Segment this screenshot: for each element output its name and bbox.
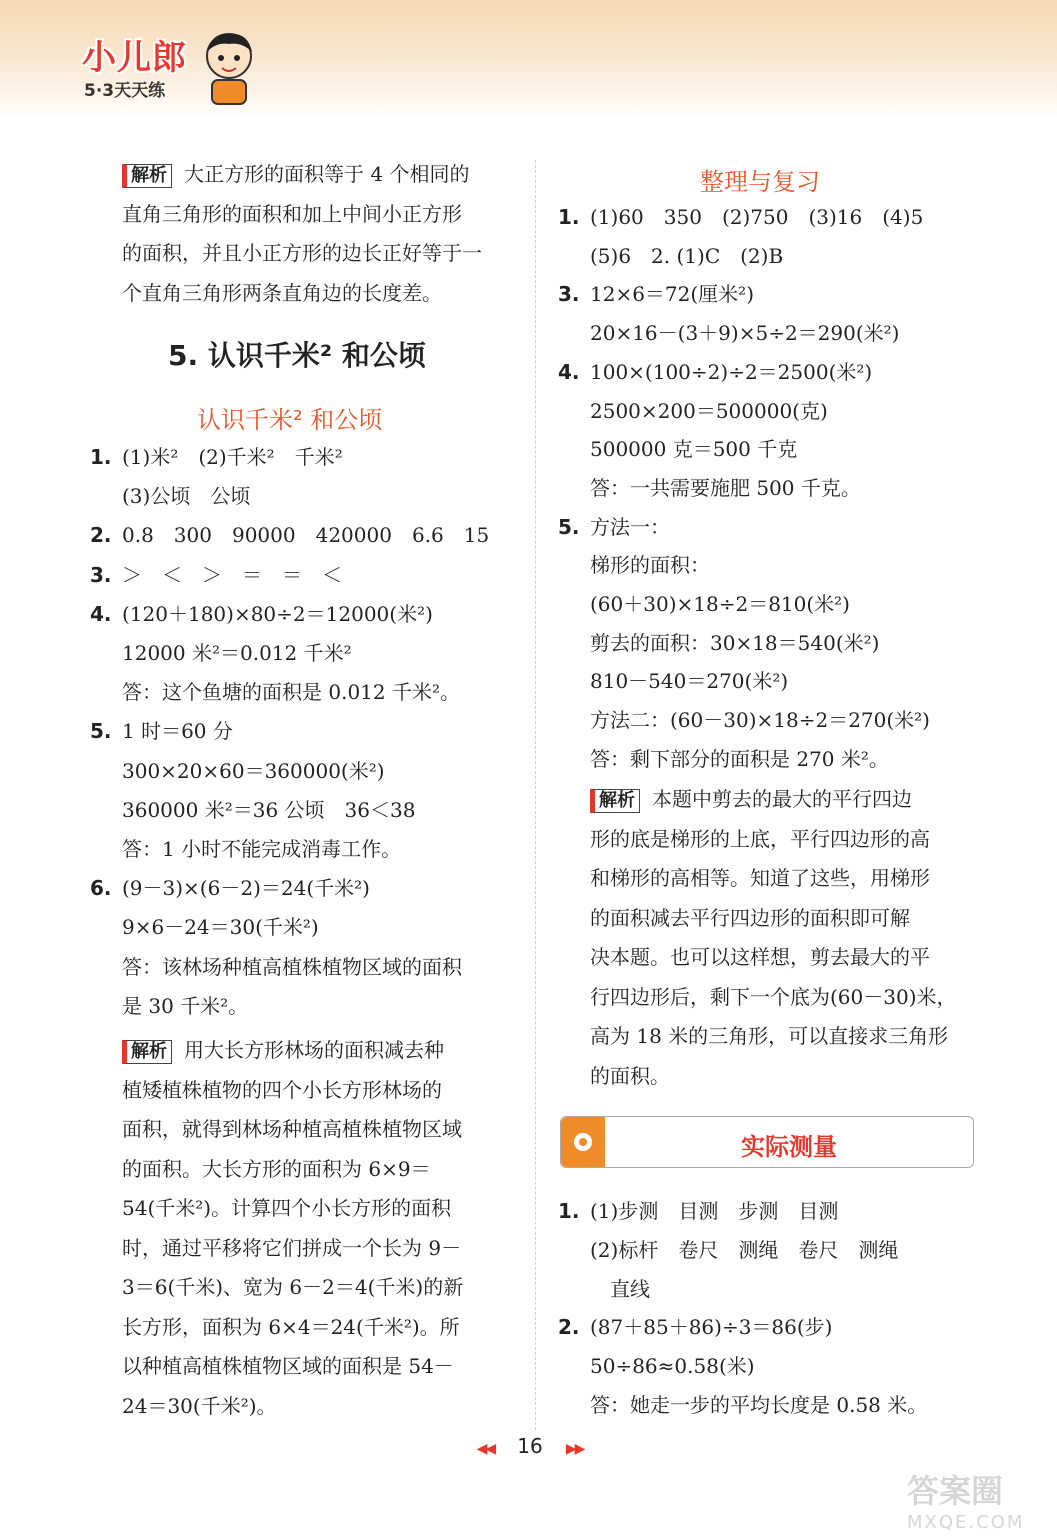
- item-number: 4.: [90, 601, 112, 626]
- item-number: 1.: [558, 205, 580, 229]
- answer-line: [122, 602, 433, 626]
- analysis-line-text: 个直角三角形两条直角边的长度差。: [122, 280, 442, 305]
- analysis-line: [122, 241, 482, 265]
- answer-line: [122, 680, 460, 704]
- answer-line: [590, 360, 872, 384]
- answer-line: [122, 759, 385, 783]
- page-footer: [440, 1434, 620, 1464]
- answer-line-text: 梯形的面积：: [590, 553, 710, 578]
- answer-line-text: (1)米² (2)千米² 千米²: [122, 445, 343, 469]
- analysis-line: [122, 1394, 277, 1418]
- right-subsection-title: 整理与复习: [700, 168, 820, 196]
- analysis-line-text: 本题中剪去的最大的平行四边: [652, 787, 912, 811]
- analysis-line: [122, 1157, 431, 1181]
- item-number: 2.: [90, 523, 112, 548]
- answer-line-text: (1)60 350 (2)750 (3)16 (4)5: [590, 205, 924, 229]
- answer-line: [122, 994, 248, 1018]
- answer-line: [590, 1315, 833, 1339]
- answer-line: [590, 476, 861, 500]
- analysis-line-text: 长方形，面积为 6×4＝24(千米²)。所: [122, 1314, 460, 1339]
- analysis-line: [590, 906, 910, 930]
- answer-line: [590, 669, 788, 693]
- answer-line-text: (9－3)×(6－2)＝24(千米²): [122, 876, 370, 901]
- analysis-line-text: 54(千米²)。计算四个小长方形的面积: [122, 1196, 452, 1220]
- answer-line-text: 剪去的面积：30×18＝540(米²): [590, 630, 880, 655]
- answer-line-text: 50÷86≈0.58(米): [590, 1354, 755, 1379]
- answer-line: [122, 837, 401, 861]
- answer-line-text: 12000 米²＝0.012 千米²: [122, 641, 352, 665]
- flower-icon: [561, 1117, 605, 1167]
- item-number: 1.: [558, 1199, 580, 1223]
- answer-line: [590, 553, 710, 577]
- analysis-line-text: 24＝30(千米²)。: [122, 1393, 277, 1418]
- analysis-tag: 解析: [122, 164, 172, 188]
- answer-line-text: 100×(100÷2)÷2＝2500(米²): [590, 359, 873, 384]
- answer-line: [590, 244, 783, 268]
- analysis-line-text: 决本题。也可以这样想，剪去最大的平: [590, 945, 930, 969]
- item-number: 3.: [90, 562, 112, 587]
- section-title: 5. 认识千米² 和公顷: [168, 339, 426, 372]
- answer-line-text: 20×16－(3＋9)×5÷2＝290(米²): [590, 321, 900, 346]
- item-number: 2.: [558, 1315, 580, 1340]
- analysis-tag: 解析: [590, 789, 640, 813]
- analysis-line: [122, 202, 462, 226]
- analysis-line-text: 的面积减去平行四边形的面积即可解: [590, 905, 910, 930]
- answer-line: [590, 321, 899, 345]
- answer-line: [122, 445, 343, 469]
- prev-arrows-icon: ◀◀: [476, 1441, 495, 1457]
- answer-line-text: (5)6 2. (1)C (2)B: [590, 243, 784, 268]
- analysis-line: [122, 1117, 462, 1141]
- answer-line: [590, 747, 889, 771]
- answer-line: [590, 1354, 755, 1378]
- answer-line: [590, 1393, 927, 1417]
- analysis-line: [590, 1024, 948, 1048]
- measurement-section-box: [560, 1116, 974, 1168]
- answer-line-text: (3)公顷 公顷: [122, 484, 251, 509]
- answer-line-text: 是 30 千米²。: [122, 993, 249, 1018]
- analysis-line-text: 植矮植株植物的四个小长方形林场的: [122, 1077, 442, 1102]
- analysis-line-text: 以种植高植株植物区域的面积是 54－: [122, 1354, 454, 1378]
- watermark-text: 答案圈: [907, 1472, 1004, 1510]
- answer-line-text: (1)步测 目测 步测 目测: [590, 1199, 839, 1223]
- item-number: 6.: [90, 876, 112, 901]
- item-number: 5.: [90, 719, 112, 744]
- mascot-icon: [198, 30, 260, 106]
- answer-line-text: 300×20×60＝360000(米²): [122, 758, 385, 783]
- answer-line: [590, 205, 923, 229]
- analysis-line-text: 的面积。大长方形的面积为 6×9＝: [122, 1156, 431, 1181]
- answer-line: [590, 282, 754, 306]
- watermark-logo: [907, 1466, 1027, 1533]
- answer-line-text: 1 时＝60 分: [122, 719, 233, 744]
- answer-line: [122, 798, 415, 822]
- answer-line: [122, 876, 370, 900]
- column-divider: [535, 160, 536, 1430]
- analysis-line: [590, 945, 930, 969]
- analysis-line-text: 面积，就得到林场种植高植株植物区域: [122, 1117, 462, 1141]
- answer-line: [590, 592, 850, 616]
- item-number: 1.: [90, 445, 112, 469]
- analysis-line-text: 高为 18 米的三角形，可以直接求三角形: [590, 1024, 949, 1048]
- analysis-line-text: 用大长方形林场的面积减去种: [184, 1038, 444, 1062]
- answer-line: [590, 1238, 898, 1262]
- answer-line-text: ＞ ＜ ＞ ＝ ＝ ＜: [122, 562, 342, 587]
- item-number: 5.: [558, 514, 580, 539]
- next-arrows-icon: ▶▶: [565, 1441, 584, 1457]
- analysis-line: [590, 827, 930, 851]
- analysis-line: [590, 1064, 670, 1088]
- answer-line-text: 答：剩下部分的面积是 270 米²。: [590, 746, 889, 771]
- measurement-section-title: 实际测量: [741, 1133, 837, 1161]
- answer-line-text: (120＋180)×80÷2＝12000(米²): [122, 601, 433, 626]
- analysis-line: [122, 1354, 454, 1378]
- answer-line: [122, 563, 342, 587]
- analysis-line: [122, 1275, 463, 1299]
- analysis-line: [122, 162, 469, 188]
- answer-line-text: (2)标杆 卷尺 测绳 卷尺 测绳: [590, 1237, 899, 1262]
- logo-title: 小儿郎: [82, 38, 187, 78]
- analysis-line: [122, 1315, 460, 1339]
- answer-line: [122, 641, 352, 665]
- analysis-line: [590, 866, 930, 890]
- answer-line-text: (87＋85＋86)÷3＝86(步): [590, 1315, 833, 1340]
- answer-line: [590, 631, 879, 655]
- answer-line-text: 答：1 小时不能完成消毒工作。: [122, 837, 402, 861]
- answer-line-text: 9×6－24＝30(千米²): [122, 915, 319, 940]
- analysis-line-text: 直角三角形的面积和加上中间小正方形: [122, 201, 462, 226]
- answer-line-text: 810－540＝270(米²): [590, 669, 789, 694]
- answer-line-text: 方法二：(60－30)×18÷2＝270(米²): [590, 708, 930, 733]
- analysis-line-text: 的面积。: [590, 1063, 670, 1088]
- left-subsection-title: 认识千米² 和公顷: [197, 406, 383, 434]
- answer-line-text: 0.8 300 90000 420000 6.6 15: [122, 523, 490, 548]
- item-number: 3.: [558, 282, 580, 307]
- analysis-line: [590, 787, 912, 813]
- answer-line-text: 答：她走一步的平均长度是 0.58 米。: [590, 1393, 928, 1417]
- analysis-line: [122, 1038, 444, 1064]
- answer-line-text: 答：该林场种植高植株植物区域的面积: [122, 954, 462, 979]
- answer-line: [590, 515, 670, 539]
- analysis-line: [122, 1196, 451, 1220]
- answer-line-text: 12×6＝72(厘米²): [590, 282, 755, 307]
- analysis-line-text: 大正方形的面积等于 4 个相同的: [184, 162, 470, 186]
- item-number: 4.: [558, 359, 580, 384]
- answer-line-text: 直线: [590, 1276, 650, 1301]
- analysis-line-text: 3＝6(千米)、宽为 6－2＝4(千米)的新: [122, 1275, 464, 1299]
- watermark-url: MXQE.COM: [907, 1512, 1025, 1533]
- analysis-line: [122, 1236, 461, 1260]
- answer-line: [590, 1199, 838, 1223]
- answer-line-text: 2500×200＝500000(克): [590, 398, 828, 423]
- analysis-line-text: 时，通过平移将它们拼成一个长为 9－: [122, 1235, 462, 1260]
- answer-line: [590, 708, 930, 732]
- answer-line: [122, 523, 489, 547]
- analysis-line: [122, 281, 442, 305]
- page-number: 16: [517, 1434, 543, 1458]
- answer-line-text: 500000 克＝500 千克: [590, 437, 798, 462]
- analysis-line: [122, 1078, 442, 1102]
- answer-line-text: 答：一共需要施肥 500 千克。: [590, 475, 861, 500]
- answer-line: [590, 1277, 650, 1301]
- analysis-line-text: 行四边形后，剩下一个底为(60－30)米，: [590, 984, 957, 1009]
- answer-line-text: 360000 米²＝36 公顷 36＜38: [122, 797, 416, 822]
- answer-line: [122, 719, 233, 743]
- answer-line: [122, 955, 462, 979]
- analysis-line-text: 形的底是梯形的上底，平行四边形的高: [590, 826, 930, 851]
- analysis-tag: 解析: [122, 1040, 172, 1064]
- analysis-line-text: 和梯形的高相等。知道了这些，用梯形: [590, 866, 930, 890]
- answer-line-text: (60＋30)×18÷2＝810(米²): [590, 592, 850, 616]
- answer-line-text: 答：这个鱼塘的面积是 0.012 千米²。: [122, 680, 460, 705]
- answer-line: [122, 484, 250, 508]
- answer-line: [590, 437, 797, 461]
- analysis-line: [590, 985, 957, 1009]
- answer-line: [590, 399, 828, 423]
- logo-subtitle: 5·3天天练: [84, 81, 166, 101]
- answer-line: [122, 915, 319, 939]
- answer-line-text: 方法一：: [590, 514, 670, 539]
- analysis-line-text: 的面积，并且小正方形的边长正好等于一: [122, 241, 482, 265]
